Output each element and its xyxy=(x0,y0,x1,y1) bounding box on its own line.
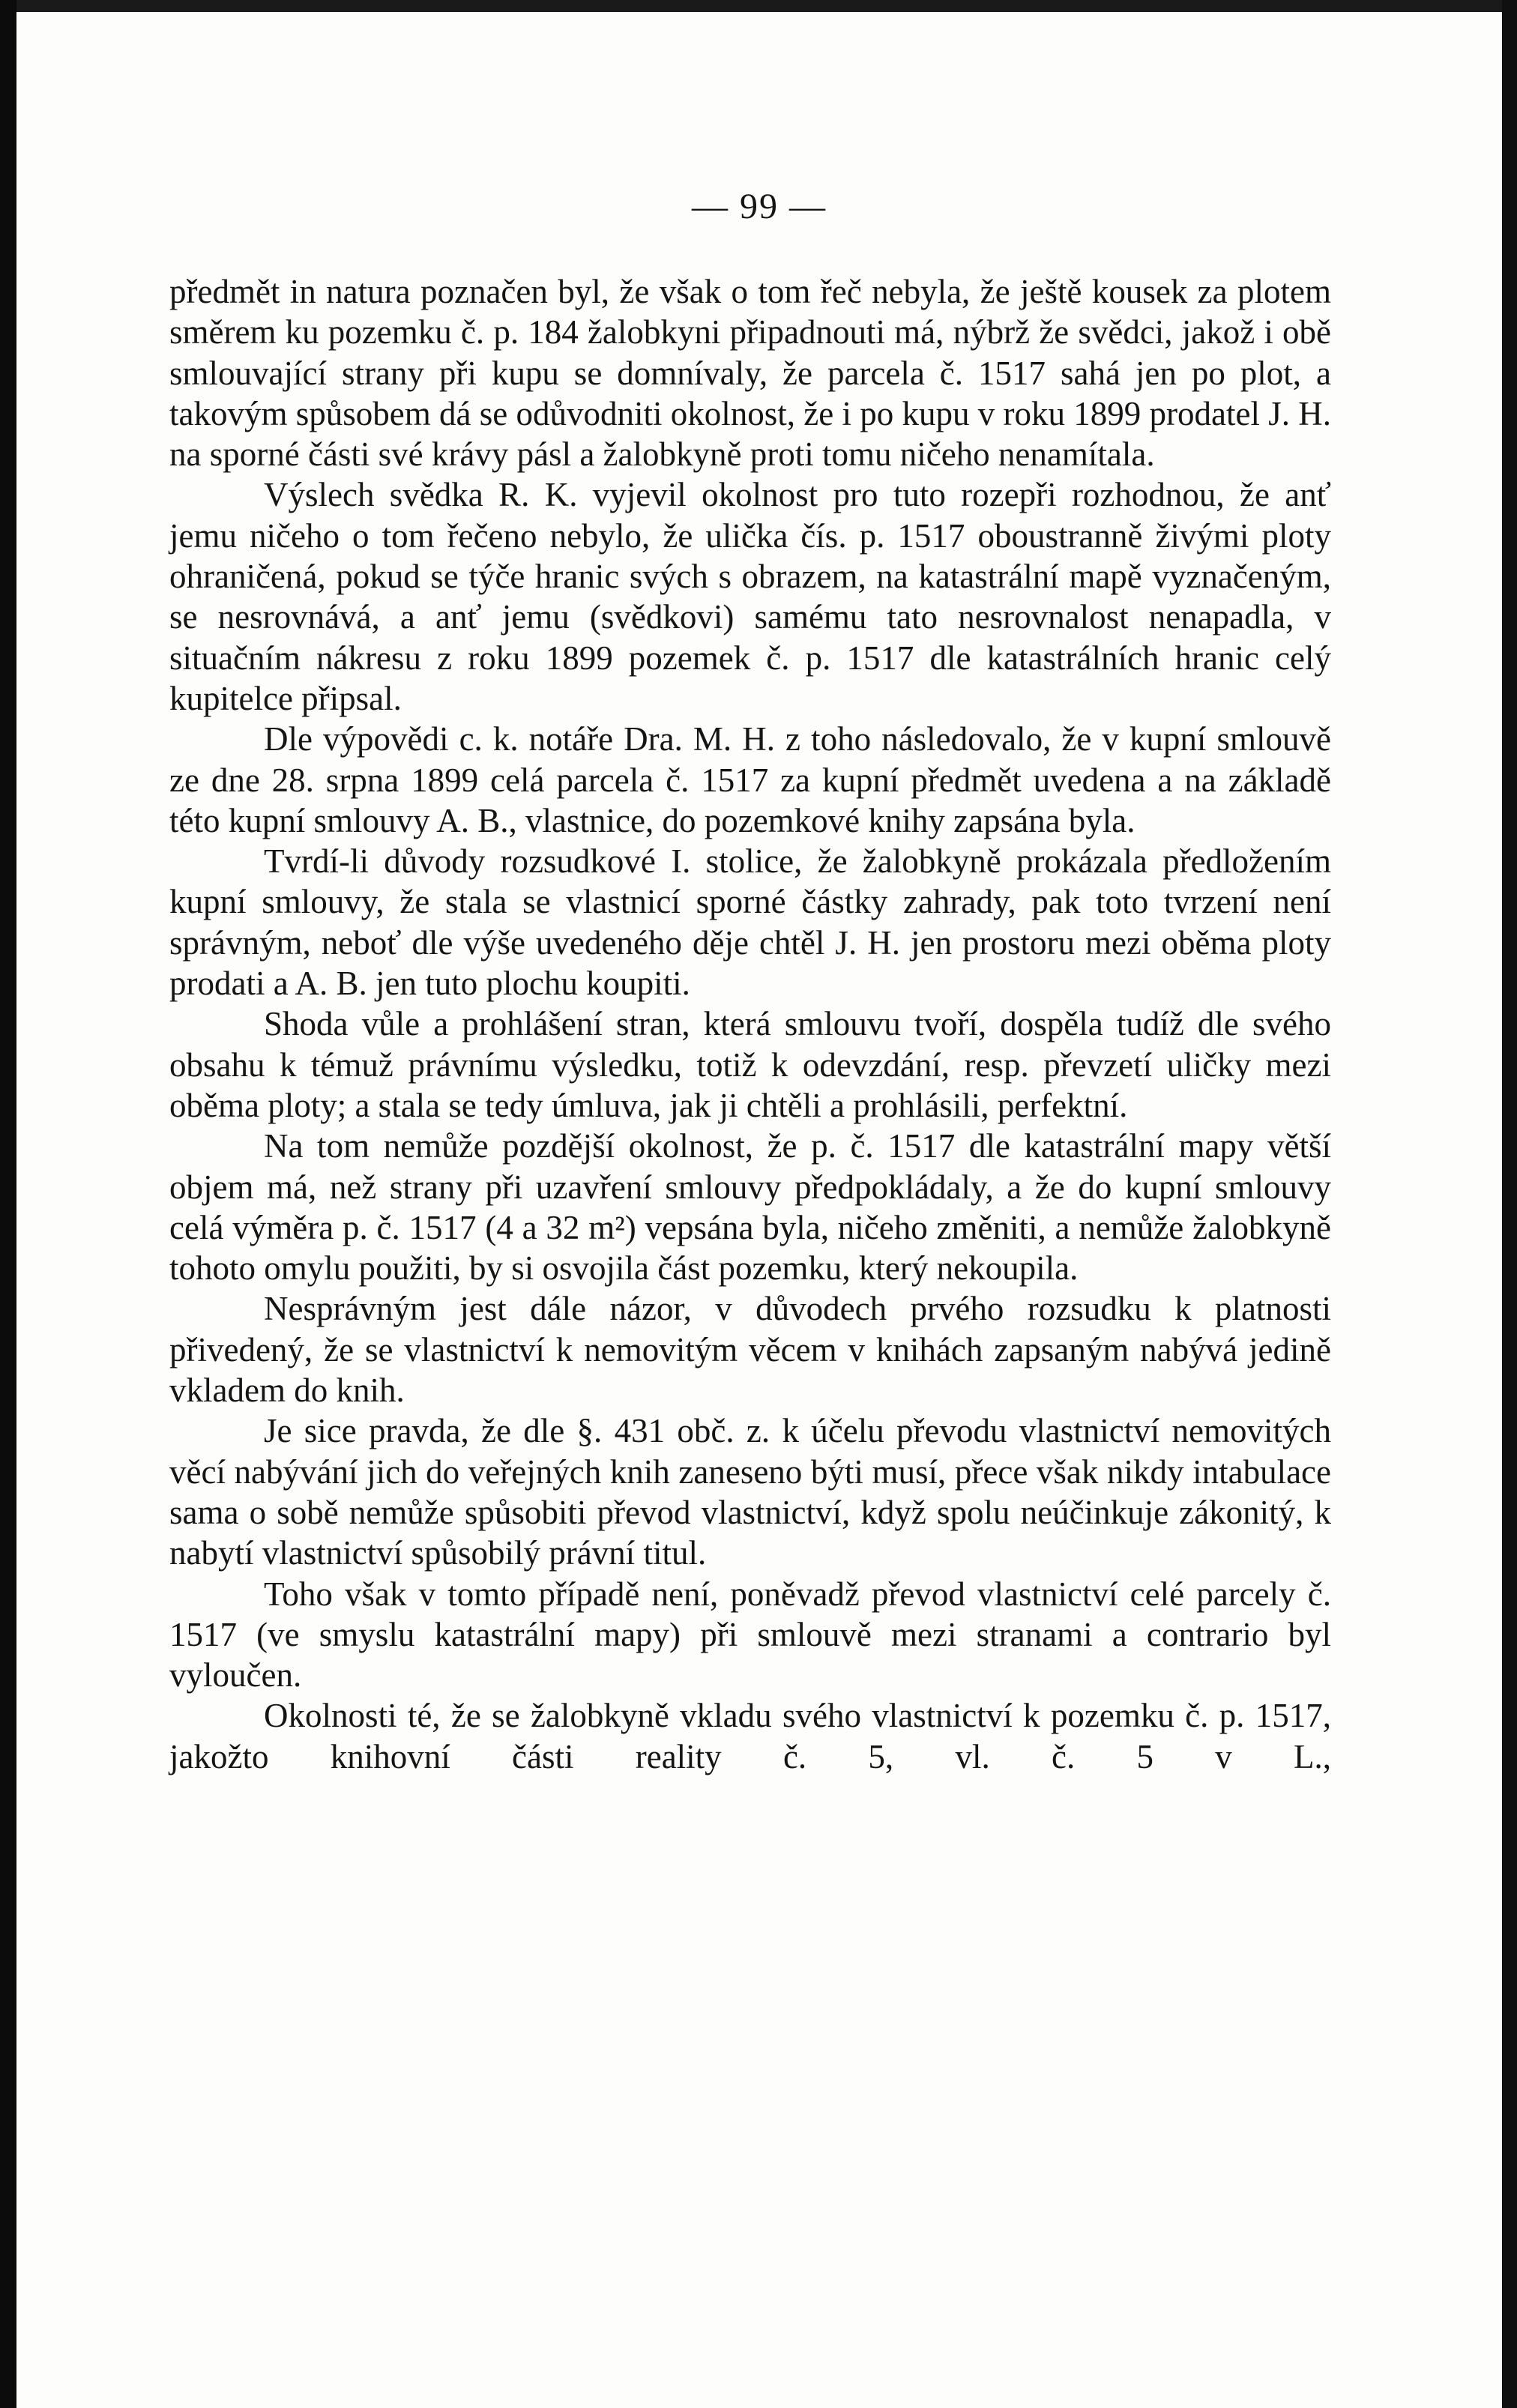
page-number: — 99 — xyxy=(692,187,827,226)
body-text xyxy=(169,271,1331,1777)
paragraph-8: Je sice pravda, že dle §. 431 obč. z. k účelu převodu vlastnictví nemovitých věcí nabývání jich do veřejných knih zaneseno býti musí, přece však nikdy intabulace sama o sobě nemůže spůsobiti převod vlastnictví, když spolu neúčinkuje zákonitý, k nabytí vlastnictví spůsobilý právní titul. xyxy=(169,1412,1331,1572)
paragraph-1: předmět in natura poznačen byl, že však o tom řeč nebyla, že ještě kousek za plotem směrem ku pozemku č. p. 184 žalobkyni připadnouti má, nýbrž že svědci, jakož i obě smlouvající strany při kupu se domnívaly, že parcela č. 1517 sahá jen po plot, a takovým spůsobem dá se odůvodniti okolnost, že i po kupu v roku 1899 prodatel J. H. na sporné části své krávy pásl a žalobkyně proti tomu ničeho nenamítala. xyxy=(169,273,1331,474)
paragraph-6: Na tom nemůže pozdější okolnost, že p. č. 1517 dle katastrální mapy větší objem má, než strany při uzavření smlouvy předpokládaly, a že do kupní smlouvy celá výměra p. č. 1517 (4 a 32 m²) vepsána byla, ničeho změniti, a nemůže žalobkyně tohoto omylu použiti, by si osvojila část pozemku, který nekoupila. xyxy=(169,1127,1331,1288)
document-page xyxy=(16,12,1502,2408)
paragraph-9: Toho však v tomto případě není, poněvadž převod vlastnictví celé parcely č. 1517 (ve smyslu katastrální mapy) při smlouvě mezi stranami a contrario byl vyloučen. xyxy=(169,1575,1331,1695)
paragraph-5: Shoda vůle a prohlášení stran, která smlouvu tvoří, dospěla tudíž dle svého obsahu k témuž právnímu výsledku, totiž k odevzdání, resp. převzetí uličky mezi oběma ploty; a stala se tedy úmluva, jak ji chtěli a prohlásili, perfektní. xyxy=(169,1005,1331,1124)
scan-edge-right xyxy=(1502,0,1517,2408)
paragraph-4: Tvrdí-li důvody rozsudkové I. stolice, že žalobkyně prokázala předložením kupní smlouvy, že stala se vlastnicí sporné částky zahrady, pak toto tvrzení není správným, neboť dle výše uvedeného děje chtěl J. H. jen prostoru mezi oběma ploty prodati a A. B. jen tuto plochu koupiti. xyxy=(169,842,1331,1003)
paragraph-7: Nesprávným jest dále názor, v důvodech prvého rozsudku k platnosti přivedený, že se vlastnictví k nemovitým věcem v knihách zapsaným nabývá jedině vkladem do knih. xyxy=(169,1290,1331,1410)
paragraph-3: Dle výpovědi c. k. notáře Dra. M. H. z toho následovalo, že v kupní smlouvě ze dne 28. srpna 1899 celá parcela č. 1517 za kupní předmět uvedena a na základě této kupní smlouvy A. B., vlastnice, do pozemkové knihy zapsána byla. xyxy=(169,720,1331,839)
paragraph-2: Výslech svědka R. K. vyjevil okolnost pro tuto rozepři rozhodnou, že anť jemu ničeho o tom řečeno nebylo, že ulička čís. p. 1517 oboustranně živými ploty ohraničená, pokud se týče hranic svých s obrazem, na katastrální mapě vyznačeným, se nesrovnává, a anť jemu (svědkovi) samému tato nesrovnalost nenapadla, v situačním nákresu z roku 1899 pozemek č. p. 1517 dle katastrálních hranic celý kupitelce připsal. xyxy=(169,476,1331,717)
paragraph-10: Okolnosti té, že se žalobkyně vkladu svého vlastnictví k pozemku č. p. 1517, jakožto knihovní části reality č. 5, vl. č. 5 v L., xyxy=(169,1697,1331,1775)
scan-edge-left xyxy=(0,0,16,2408)
